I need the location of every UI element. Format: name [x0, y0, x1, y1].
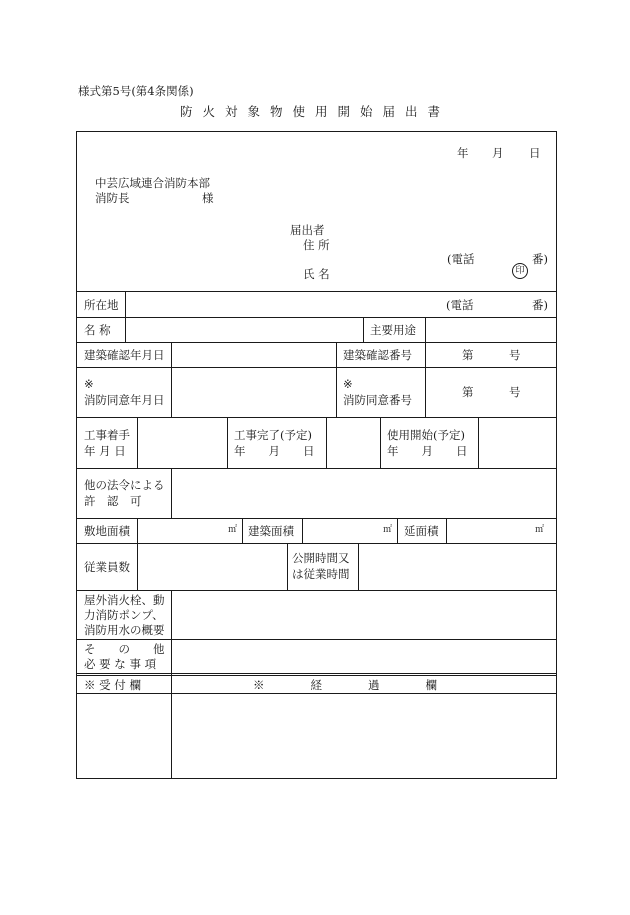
col-divider	[302, 518, 303, 543]
other-law-permit-label: 許 認 可	[84, 494, 142, 508]
col-divider	[171, 342, 172, 417]
date-year-label: 年	[457, 146, 469, 160]
col-divider	[425, 342, 426, 417]
row-divider	[76, 291, 557, 292]
site-area-label: 敷地面積	[84, 524, 130, 538]
location-label: 所在地	[84, 298, 119, 312]
phone-close-label: 番)	[532, 252, 548, 266]
equipment-label-line2: 力消防ポンプ、	[84, 608, 164, 622]
form-number: 様式第5号(第4条関係)	[78, 84, 194, 98]
col-divider	[137, 543, 138, 590]
use-start-date-label: 年 月 日	[387, 444, 468, 458]
hours-label: 公開時間又	[292, 551, 350, 565]
col-divider	[326, 417, 327, 468]
col-divider	[397, 518, 398, 543]
document-title: 防火対象物使用開始届出書	[179, 104, 450, 119]
col-divider	[171, 590, 172, 779]
other-law-label: 他の法令による	[84, 478, 165, 492]
col-divider	[287, 543, 288, 590]
build-confirm-date-label: 建築確認年月日	[84, 348, 165, 362]
site-area-unit: ㎡	[228, 525, 238, 535]
reception-label: ※ 受 付 欄	[84, 678, 141, 692]
equipment-label: 屋外消火栓、動	[84, 593, 165, 607]
col-divider	[336, 342, 337, 417]
col-divider	[137, 417, 138, 468]
fire-consent-number-label: 消防同意番号	[343, 393, 412, 407]
date-day-label: 日	[529, 146, 541, 160]
row-divider	[76, 417, 557, 418]
seal-mark: 印	[512, 263, 528, 279]
recipient-honorific: 様	[202, 191, 214, 205]
row-divider	[76, 317, 557, 318]
floor-area-label: 延面積	[404, 524, 439, 538]
construction-end-label: 工事完了(予定)	[234, 428, 312, 442]
col-divider	[363, 317, 364, 342]
address-label: 住 所	[303, 238, 330, 252]
row-divider	[76, 639, 557, 640]
consent-number-asterisk: ※	[343, 377, 353, 391]
floor-area-unit: ㎡	[535, 525, 545, 535]
date-month-label: 月	[492, 146, 504, 160]
equipment-label-line3: 消防用水の概要	[84, 623, 165, 637]
consent-number-suffix: 号	[509, 385, 521, 399]
row-divider	[76, 518, 557, 519]
location-phone-open: (電話	[446, 298, 474, 312]
applicant-label: 届出者	[290, 223, 325, 237]
row-divider	[76, 342, 557, 343]
progress-label: ※ 経 過 欄	[253, 678, 437, 692]
phone-open-label: (電話	[447, 252, 475, 266]
row-divider	[76, 367, 557, 368]
use-start-label: 使用開始(予定)	[387, 428, 465, 442]
col-divider	[425, 317, 426, 342]
row-divider	[76, 590, 557, 591]
location-phone-close: 番)	[532, 298, 548, 312]
employees-label: 従業員数	[84, 560, 130, 574]
col-divider	[380, 417, 381, 468]
construction-start-label: 工事着手	[84, 428, 130, 442]
consent-number-prefix: 第	[462, 385, 474, 399]
col-divider	[358, 543, 359, 590]
row-divider	[76, 468, 557, 469]
building-area-unit: ㎡	[383, 525, 393, 535]
fire-consent-date-label: 消防同意年月日	[84, 393, 165, 407]
col-divider	[478, 417, 479, 468]
construction-end-date-label: 年 月 日	[234, 444, 315, 458]
hours-label-line2: は従業時間	[292, 567, 350, 581]
construction-start-date-label: 年 月 日	[84, 444, 126, 458]
other-items-label-line2: 必 要 な 事 項	[84, 657, 157, 671]
main-use-label: 主要用途	[370, 323, 416, 337]
build-number-prefix: 第	[462, 348, 474, 362]
other-items-label: そ の 他	[84, 642, 165, 656]
facility-name-label: 名 称	[84, 323, 111, 337]
build-number-suffix: 号	[509, 348, 521, 362]
recipient-chief: 消防長	[95, 191, 130, 205]
building-area-label: 建築面積	[248, 524, 294, 538]
col-divider	[137, 518, 138, 543]
consent-date-asterisk: ※	[84, 377, 94, 391]
build-confirm-number-label: 建築確認番号	[343, 348, 412, 362]
col-divider	[171, 468, 172, 518]
col-divider	[242, 518, 243, 543]
col-divider	[446, 518, 447, 543]
row-divider	[76, 675, 557, 676]
row-divider	[76, 543, 557, 544]
name-label: 氏 名	[303, 267, 330, 281]
recipient-organization: 中芸広域連合消防本部	[95, 176, 210, 190]
col-divider	[125, 291, 126, 342]
row-divider	[76, 673, 557, 674]
col-divider	[227, 417, 228, 468]
